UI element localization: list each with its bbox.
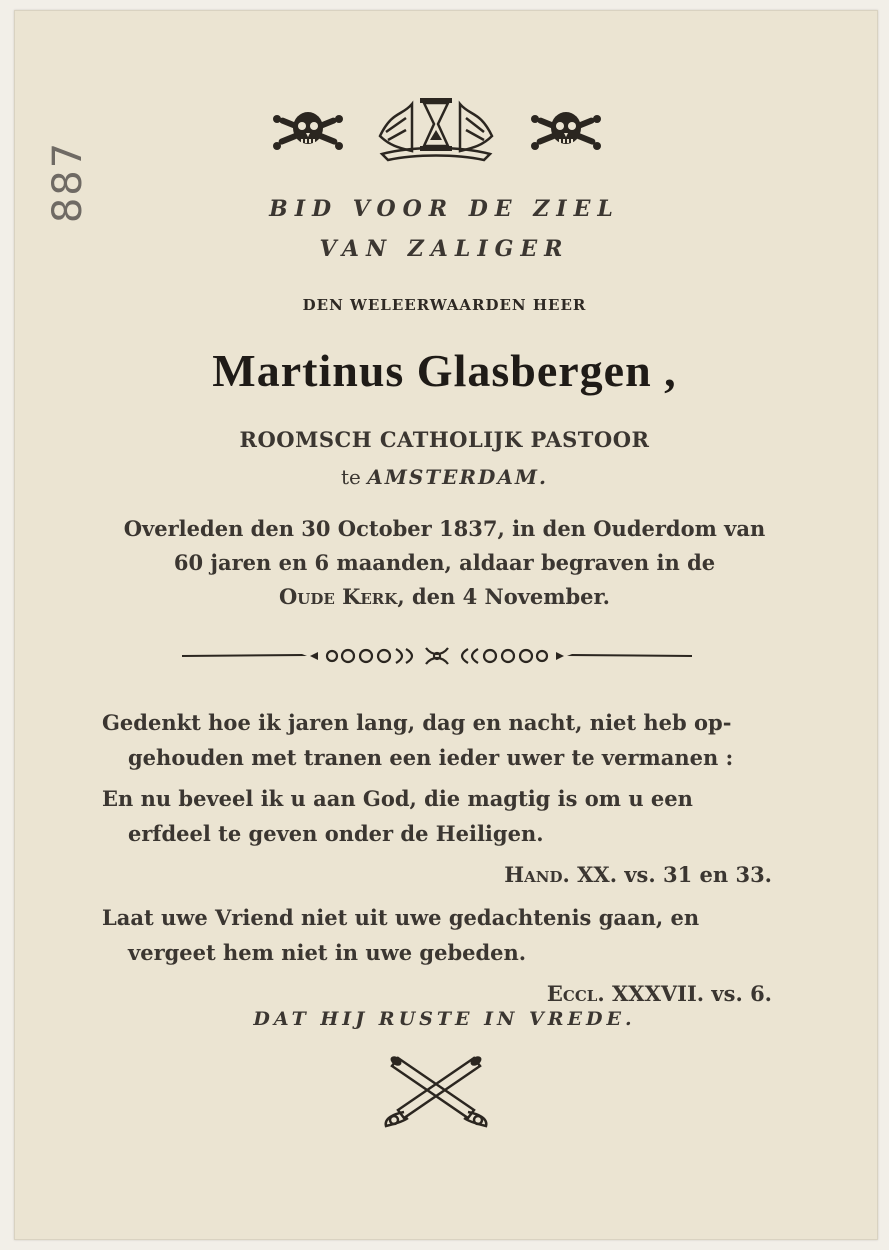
verse-paragraph — [102, 900, 774, 970]
verse-line: Laat uwe Vriend niet uit uwe gedachtenis gaan, en — [102, 905, 700, 930]
verse-line: vergeet hem niet in uwe gebeden. — [128, 940, 527, 965]
verse-paragraph — [102, 781, 774, 851]
verse-reference — [102, 976, 774, 1011]
skull-crossbones-icon — [273, 106, 343, 158]
closing-line: DAT HIJ RUSTE IN VREDE. — [253, 1008, 636, 1030]
death-notice-line — [0, 580, 889, 614]
header-ornaments — [0, 96, 889, 166]
pencil-inventory-number: 887 — [45, 140, 91, 224]
death-notice — [0, 512, 889, 614]
hourglass-crest-icon — [372, 96, 500, 164]
divider-ornament — [182, 645, 692, 667]
role-title: ROOMSCH CATHOLIJK PASTOOR — [239, 427, 650, 452]
place-prefix: te — [340, 465, 361, 489]
deceased-name: Martinus Glasbergen , — [212, 345, 677, 396]
reference-book: Hand. — [504, 862, 570, 887]
place-line — [0, 465, 889, 489]
verse-line: Gedenkt hoe ik jaren lang, dag en nacht, niet heb op- — [102, 710, 732, 735]
verse-reference — [102, 857, 774, 892]
reference-chapter-verse: XXXVII. vs. 6. — [604, 981, 772, 1006]
reference-chapter-verse: XX. vs. 31 en 33. — [569, 862, 772, 887]
burial-date: , den 4 November. — [397, 584, 610, 609]
death-notice-line: Overleden den 30 October 1837, in den Ouderdom van — [123, 516, 766, 541]
reference-book: Eccl. — [546, 981, 605, 1006]
verse-paragraph — [102, 705, 774, 775]
prayer-line: VAN ZALIGER — [319, 236, 570, 262]
skull-crossbones-icon — [531, 106, 601, 158]
scripture-verses — [102, 705, 774, 1019]
crossed-torches-icon — [378, 1052, 494, 1128]
prayer-line: BID VOOR DE ZIEL — [269, 196, 620, 222]
verse-line: En nu beveel ik u aan God, die magtig is om u een — [102, 786, 693, 811]
honorific: DEN WELEERWAARDEN HEER — [302, 296, 587, 314]
place-city: AMSTERDAM. — [367, 465, 549, 489]
church-name: Oude Kerk — [279, 584, 398, 609]
verse-line: erfdeel te geven onder de Heiligen. — [128, 821, 544, 846]
verse-line: gehouden met tranen een ieder uwer te vermanen : — [128, 745, 734, 770]
death-notice-line: 60 jaren en 6 maanden, aldaar begraven in de — [173, 550, 716, 575]
